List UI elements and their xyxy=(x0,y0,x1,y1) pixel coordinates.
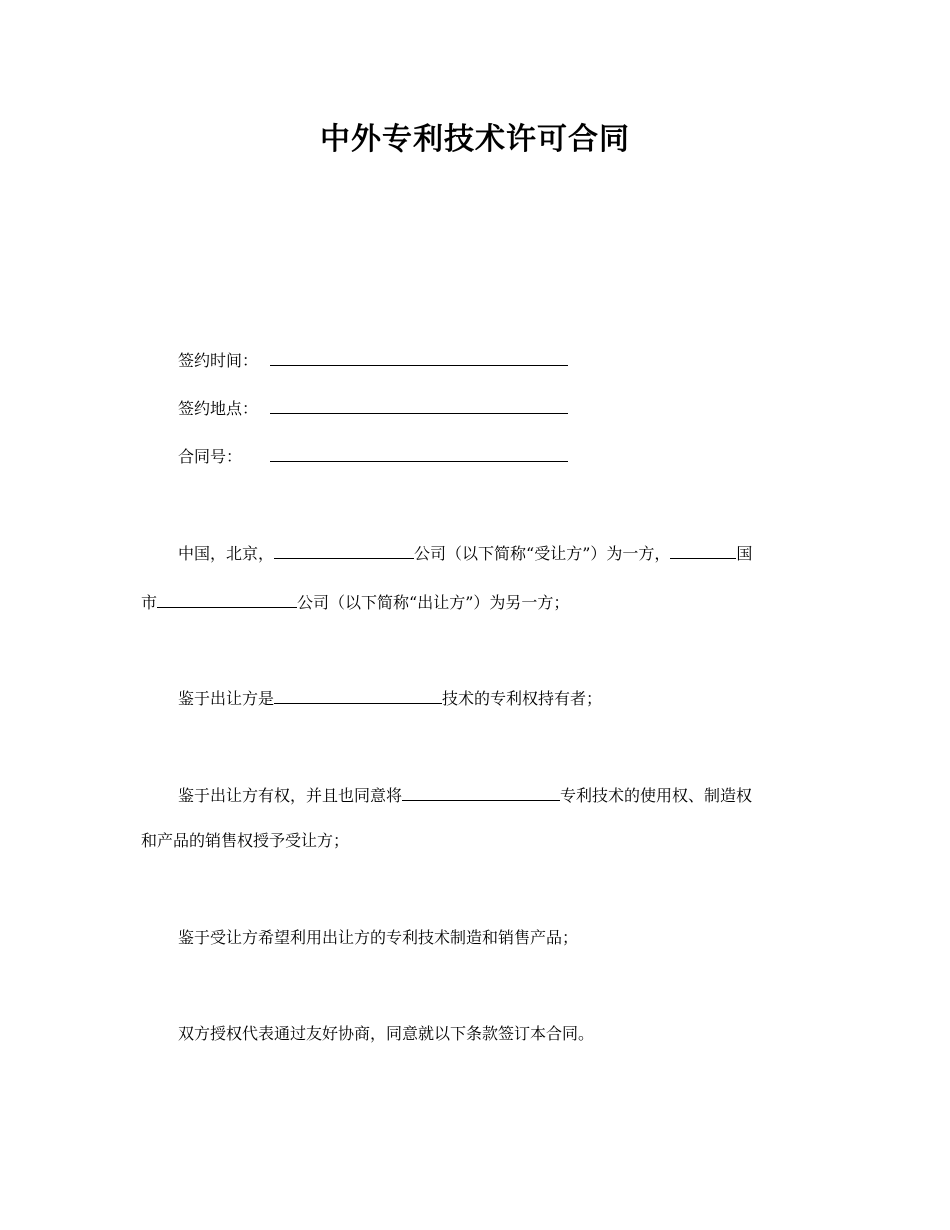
signing-time-label: 签约时间： xyxy=(178,351,259,370)
patent-holder-text-b: 技术的专利权持有者； xyxy=(442,689,603,708)
licensee-intent-text: 鉴于受让方希望利用出让方的专利技术制造和销售产品； xyxy=(178,928,579,947)
paragraph-grant-line1 xyxy=(178,783,752,806)
paragraph-parties-line1 xyxy=(178,541,752,564)
paragraph-patent-holder xyxy=(178,686,602,709)
signing-place-row xyxy=(178,396,568,419)
document-title: 中外专利技术许可合同 xyxy=(320,122,630,157)
licensor-country-blank[interactable] xyxy=(670,541,736,559)
parties-text-c: 国 xyxy=(736,544,753,563)
parties-text-a: 中国，北京， xyxy=(178,544,275,563)
parties-text-b: 公司（以下简称“受让方”）为一方， xyxy=(414,544,671,563)
signing-place-blank[interactable] xyxy=(270,396,568,414)
licensor-company-blank[interactable] xyxy=(157,590,297,608)
grant-text-b: 专利技术的使用权、制造权 xyxy=(560,786,753,805)
parties-text-e: 公司（以下简称“出让方”）为另一方； xyxy=(297,593,570,612)
patent-holder-text-a: 鉴于出让方是 xyxy=(178,689,275,708)
signing-time-blank[interactable] xyxy=(270,348,568,366)
contract-number-label: 合同号： xyxy=(178,447,243,466)
parties-text-d: 市 xyxy=(141,593,158,612)
agreement-text: 双方授权代表通过友好协商，同意就以下条款签订本合同。 xyxy=(178,1024,595,1043)
technology-name-blank[interactable] xyxy=(274,686,442,704)
patent-technology-blank[interactable] xyxy=(402,783,560,801)
grant-text-c: 和产品的销售权授予受让方； xyxy=(141,831,350,850)
contract-number-blank[interactable] xyxy=(270,444,568,462)
contract-number-row xyxy=(178,444,568,467)
grant-text-a: 鉴于出让方有权，并且也同意将 xyxy=(178,786,403,805)
paragraph-parties-line2 xyxy=(141,590,569,613)
signing-time-row xyxy=(178,348,568,371)
paragraph-grant-line2 xyxy=(141,831,349,851)
signing-place-label: 签约地点： xyxy=(178,399,259,418)
licensee-company-blank[interactable] xyxy=(274,541,414,559)
paragraph-licensee-intent xyxy=(178,928,578,948)
paragraph-agreement xyxy=(178,1024,594,1044)
